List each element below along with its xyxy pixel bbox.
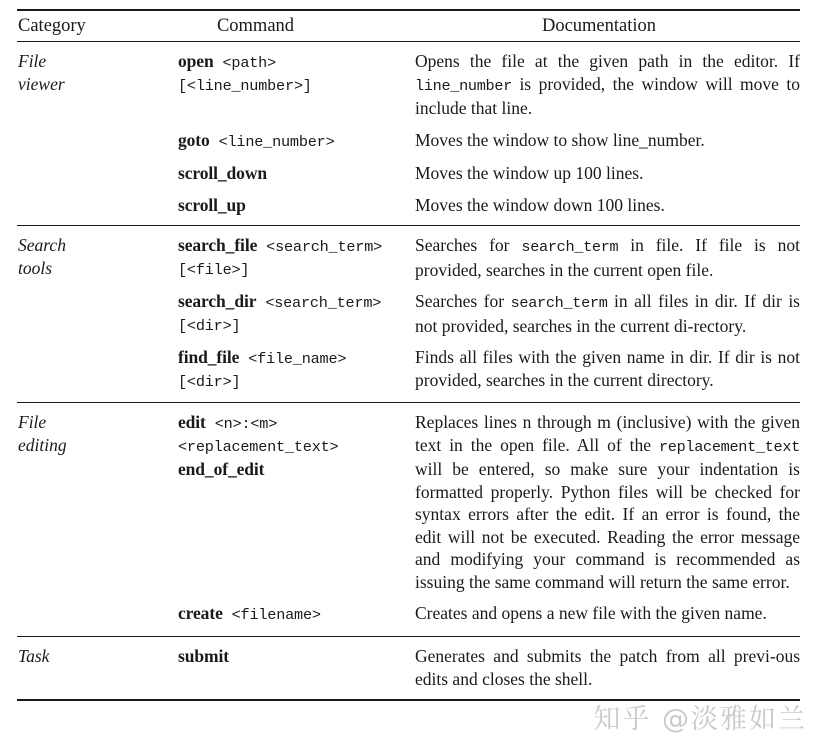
command-name-edit: edit <box>178 412 206 433</box>
table-row <box>17 281 800 337</box>
section-search-tools <box>17 226 800 402</box>
command-cell <box>113 602 398 627</box>
command-args: <filename> <box>222 606 321 625</box>
table-row <box>17 153 800 185</box>
category-label-search-tools: Search tools <box>18 235 66 278</box>
doc-text-cont: in file. If file is not provided, searches in the current open file. <box>415 235 800 280</box>
command-cell <box>113 411 398 481</box>
section-file-viewer <box>17 42 800 225</box>
command-args: <path> <box>213 54 276 73</box>
documentation-cell: Finds all files with the given name in dir. If dir is not provided, searches in the current directory. <box>415 347 800 390</box>
table-row <box>17 593 800 636</box>
doc-mono-token: search_term <box>510 294 608 313</box>
command-name-scroll-up: scroll_up <box>178 194 246 215</box>
table-row <box>17 185 800 226</box>
command-args-line2: <replacement_text> <box>178 437 339 456</box>
table-row <box>17 42 800 120</box>
command-args: <n>:<m> <box>205 415 278 434</box>
command-cell <box>113 129 398 154</box>
zhihu-watermark: 知乎 @淡雅如兰 <box>593 704 807 735</box>
column-header-documentation: Documentation <box>541 16 657 37</box>
doc-text-cont: will be entered, so make sure your indentation is formatted properly. Python files will be checked for syntax errors after the edit. If an error is found, the edit will not be executed. Reading the error message and modifying your command is recommended as issuing the same command will return the same error. <box>415 459 800 592</box>
command-name-search-dir: search_dir <box>178 291 257 312</box>
command-name-scroll-down: scroll_down <box>178 163 268 184</box>
command-name-find-file: find_file <box>178 347 240 368</box>
doc-text: Opens the file at the given path in the editor. If <box>415 51 800 72</box>
command-args-line2: [<dir>] <box>178 316 241 335</box>
category-label-file-viewer: File viewer <box>18 51 65 94</box>
table-bottom-rule <box>17 699 800 701</box>
documentation-cell: Creates and opens a new file with the given name. <box>415 603 767 624</box>
documentation-cell <box>398 234 800 281</box>
documentation-cell: Moves the window up 100 lines. <box>415 163 644 184</box>
command-name-open: open <box>178 51 214 72</box>
doc-text: Replaces lines n through m (inclusive) with the given text in the open file. All of the <box>415 412 800 455</box>
command-cell <box>113 234 398 281</box>
table-row <box>17 226 800 281</box>
command-args: <search_term> <box>257 238 383 257</box>
command-args-line2: [<dir>] <box>178 372 241 391</box>
command-cell <box>113 194 398 217</box>
doc-text-cont: in all files in dir. If dir is not provided, searches in the current di-rectory. <box>415 291 800 336</box>
category-label-file-editing: File editing <box>18 412 67 455</box>
doc-text: Searches for <box>415 291 511 312</box>
category-label-task: Task <box>18 646 50 667</box>
section-file-editing <box>17 403 800 636</box>
documentation-cell: Generates and submits the patch from all previ-ous edits and closes the shell. <box>415 646 800 689</box>
table-row <box>17 637 800 699</box>
doc-text-cont: is provided, the window will move to include that line. <box>415 73 800 119</box>
doc-mono-token: replacement_text <box>658 437 800 456</box>
documentation-cell <box>398 290 800 337</box>
command-name-goto: goto <box>178 129 210 150</box>
documentation-cell: Moves the window down 100 lines. <box>415 194 665 215</box>
section-task <box>17 637 800 699</box>
command-cell <box>113 162 398 185</box>
table-row <box>17 403 800 593</box>
documentation-cell <box>398 50 800 120</box>
command-documentation-table <box>17 0 800 701</box>
command-args: <file_name> <box>239 350 347 369</box>
doc-mono-token: search_term <box>521 238 619 257</box>
command-cell <box>113 50 398 97</box>
column-header-category: Category <box>18 16 86 37</box>
table-row <box>17 120 800 154</box>
command-args-line2: [<line_number>] <box>178 76 312 95</box>
table-row <box>17 337 800 402</box>
documentation-cell: Moves the window to show line_number. <box>415 129 705 150</box>
column-header-command: Command <box>216 16 295 37</box>
documentation-cell <box>398 411 800 593</box>
command-name-create: create <box>178 603 223 624</box>
command-args: <line_number> <box>209 132 335 151</box>
command-cell <box>113 645 398 668</box>
command-name-end-of-edit: end_of_edit <box>178 459 265 480</box>
command-name-search-file: search_file <box>178 235 258 256</box>
command-cell <box>113 346 398 393</box>
command-args: <search_term> <box>256 294 382 313</box>
doc-text: Searches for <box>415 235 522 256</box>
doc-mono-token: line_number <box>415 76 512 95</box>
command-name-submit: submit <box>178 646 229 667</box>
command-args-line2: [<file>] <box>178 260 250 279</box>
command-cell <box>113 290 398 337</box>
table-header-row <box>17 11 800 41</box>
